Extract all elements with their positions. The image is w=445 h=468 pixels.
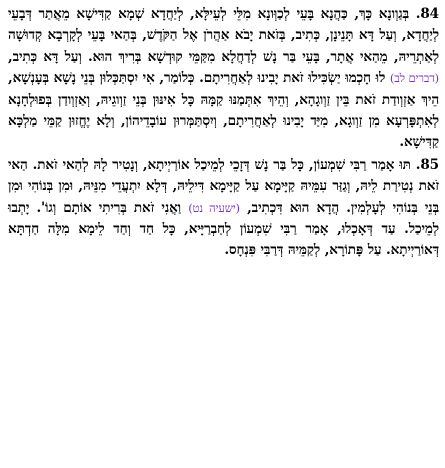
paragraph-number: 84.	[415, 6, 439, 22]
paragraph-84	[8, 4, 439, 154]
paragraph-text: בְּגַוְונָא כָּךְ, כַּהֲנָא בָּעֵי לְכַוְּונָא מִלֵּי לְעֵילָּא, לְיַחֲדָא שְׁמָא קַדִּישָׁא מֵאֲתַר דְּבָעֵי לְיַחֲדָא, וְעַל דָּא תָּנֵינָן, כְּתִיב, בְּזֹאת יָבֹא אַהֲרֹן אֶל הַקֹּדֶשׁ, בְּהַאי בָּעֵי לְקָרְבָא קְדוּשָׁה לְאַתְרֵיהּ, מֵהַאי אֲתָר, בָּעֵי בַּר נָשׁ לְדַחֲלָא מִקַּמֵּי קוּדְשָׁא בְּרִיךְ הוּא. וְעַל דָּא כְּתִיב,	[8, 6, 439, 65]
paragraph-text-continued: לוּ חָכְמוּ יַשְׂכִּילוּ זֹאת יָבִינוּ לְאַחֲרִיתָם. כְּלוֹמַר, אִי יִסְתַּכְּלוּן בְּנֵי נָשָׁא בְּעָנְשָׁא, הֵיךְ אַזְוְודַת זֹאת בֵּין זַוְוגָהָא, וְהֵיךְ אִתְּמַנּוּ קַמָּהּ כָּל אִינּוּן בְּנֵי זַוְוגֵיהּ, וְאַזְוְודַן בְּפוּלְחָנָא לְאִתְפָּרְעָא מִן זַוְוגָא, מִיַּד יָבִינוּ לְאַחֲרִיתָם, וְיִסְתַּמְּרוּן עוֹבָדֵיהוֹן, וְלָא יֶחֱזוּן קַמֵּי מַלְכָּא קַדִּישָׁא.	[8, 70, 439, 151]
scripture-reference: (דברים לב)	[389, 71, 440, 86]
paragraph-text-continued: וַאֲנִי זֹאת בְּרִיתִי אוֹתָם וְגוֹ'. יָתְבוּ לְמֵיכַל. עַד דְּאָכְלוּ, אָמַר רַבִּי שִׁמְעוֹן לְחַבְרַיָּיא, כָּל חַד וְחַד לֵימָא מִלָּה חַדְתָּא דְּאוֹרַיְיתָא. עַל פָּתוֹרָא, לְקַמֵּיהּ דְּרַבִּי פִּנְחָס.	[8, 199, 439, 259]
paragraph-text: תּוּ אָמַר רַבִּי שִׁמְעוֹן, כָּל בַּר נָשׁ דְּזָכֵי לְמֵיכַל אוֹרַיְיתָא, וְנָטִיר לָהּ לְהַאי זֹאת. הַאי זֹאת נְטִירַת לֵיהּ, וְגַזַּר עִמֵּיהּ קַיָּימָא עַל קַיָּימָא דִּילֵיהּ, דְּלָא יִתְעֲדֵי מִנֵּיהּ, וּמִן בְּנוֹהִי וּמִן בְּנֵי בְּנוֹהִי לְעָלְמִין. הֲדָא הוּא דִּכְתִיב,	[8, 156, 439, 216]
paragraph-85	[8, 155, 439, 262]
scripture-reference: (ישעיה נט)	[188, 200, 240, 215]
paragraph-number: 85.	[415, 156, 439, 173]
